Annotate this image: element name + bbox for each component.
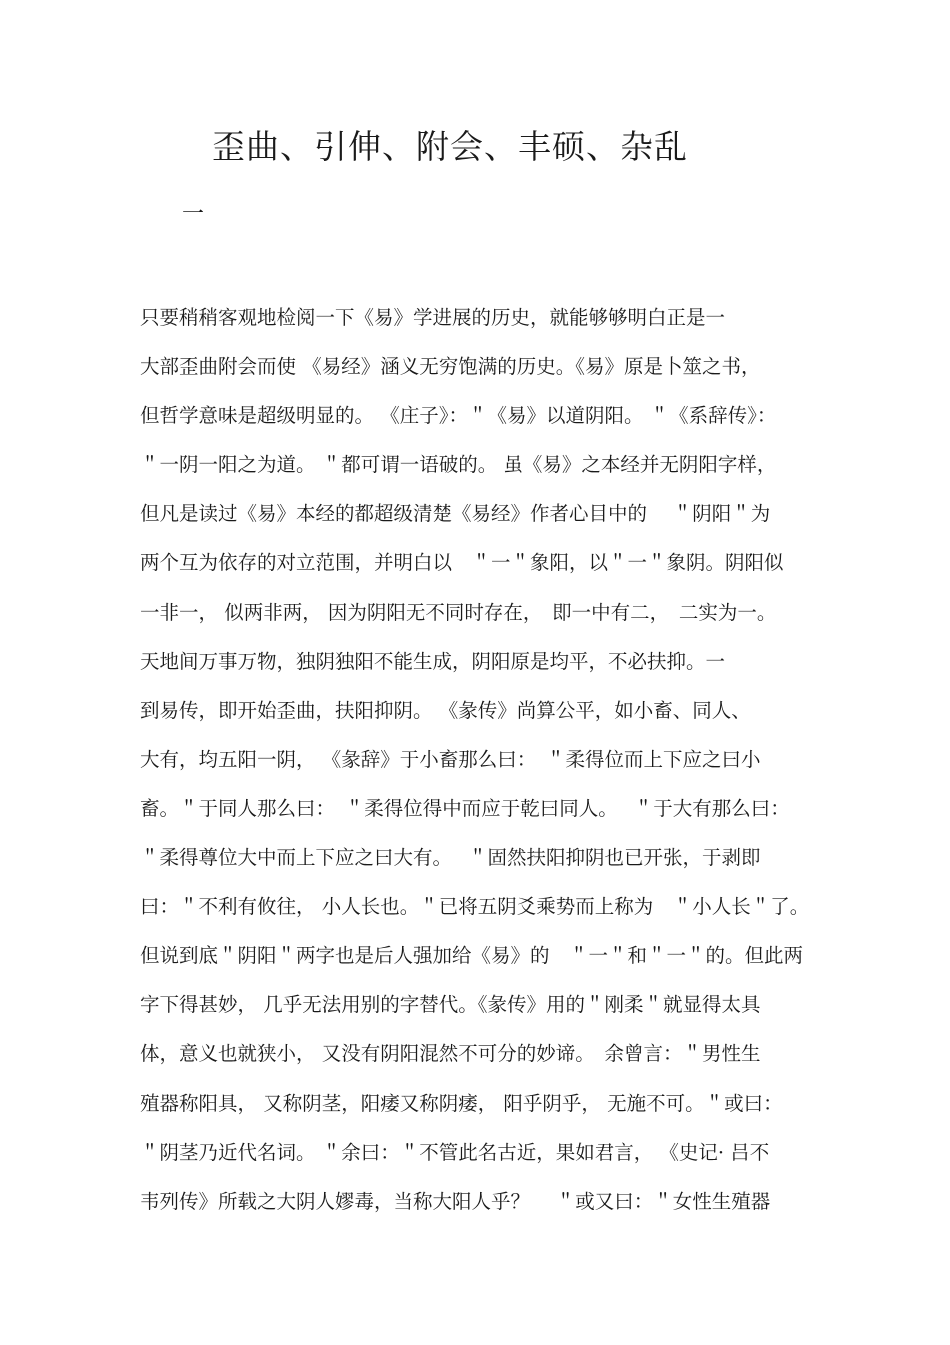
text-line: 到易传，即开始歪曲，扶阳抑阴。 《彖传》尚算公平，如小畜、同人、 bbox=[140, 698, 751, 722]
text-line: 但哲学意味是超级明显的。 《庄子》：＂《易》以道阴阳。 ＂《系辞传》： bbox=[140, 404, 777, 428]
text-line: 天地间万事万物，独阴独阳不能生成，阴阳原是均平，不必扶抑。一 bbox=[140, 649, 726, 673]
text-line: 一非一， 似两非两， 因为阴阳无不同时存在， 即一中有二， 二实为一。 bbox=[140, 600, 777, 624]
text-line: 两个互为依存的对立范围，并明白以 ＂一＂象阳，以＂一＂象阴。阴阳似 bbox=[140, 551, 784, 575]
text-line: 韦列传》所载之大阴人嫪毒，当称大阳人乎？ ＂或又曰：＂女性生殖器 bbox=[140, 1189, 771, 1213]
text-line: 殖器称阳具， 又称阴茎，阳痿又称阴痿， 阳乎阴乎， 无施不可。＂或曰： bbox=[140, 1091, 783, 1115]
text-line: 畜。＂于同人那么曰： ＂柔得位得中而应于乾曰同人。 ＂于大有那么曰： bbox=[140, 796, 790, 820]
section-number: 一 bbox=[182, 202, 205, 227]
text-line: 但说到底＂阴阳＂两字也是后人强加给《易》的 ＂一＂和＂一＂的。但此两 bbox=[140, 944, 804, 968]
text-line: 体，意义也就狭小， 又没有阴阳混然不可分的妙谛。 余曾言：＂男性生 bbox=[140, 1042, 761, 1066]
text-line: ＂一阴一阳之为道。 ＂都可谓一语破的。 虽《易》之本经并无阴阳字样， bbox=[140, 453, 777, 477]
text-line: 大部歪曲附会而使 《易经》涵义无穷饱满的历史。《易》原是卜筮之书， bbox=[140, 355, 761, 379]
text-line: 曰：＂不利有攸往， 小人长也。＂已将五阴爻乘势而上称为 ＂小人长＂了。 bbox=[140, 895, 810, 919]
text-line: 只要稍稍客观地检阅一下《易》学进展的历史，就能够够明白正是一 bbox=[140, 306, 726, 329]
text-line: ＂柔得尊位大中而上下应之曰大有。 ＂固然扶阳抑阴也已开张，于剥即 bbox=[140, 846, 761, 870]
document-title: 歪曲、引伸、附会、丰硕、杂乱 bbox=[212, 127, 688, 166]
text-line: ＂阴茎乃近代名词。 ＂余曰：＂不管此名古近，果如君言， 《史记· 吕不 bbox=[140, 1140, 770, 1164]
body-paragraph bbox=[140, 298, 820, 1231]
text-line: 字下得甚妙， 几乎无法用别的字替代。《彖传》用的＂刚柔＂就显得太具 bbox=[140, 993, 761, 1017]
text-line: 大有，均五阳一阴， 《彖辞》于小畜那么曰： ＂柔得位而上下应之曰小 bbox=[140, 747, 761, 771]
text-line: 但凡是读过《易》本经的都超级清楚《易经》作者心目中的 ＂阴阳＂为 bbox=[140, 502, 771, 526]
